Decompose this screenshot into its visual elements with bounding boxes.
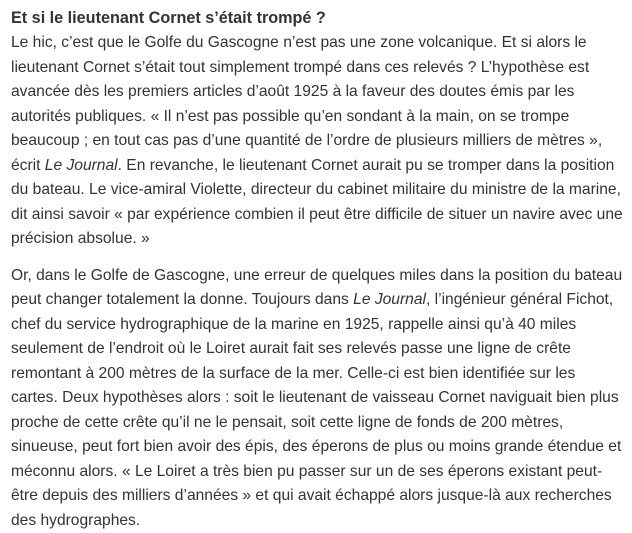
publication-title: Le Journal — [45, 157, 118, 174]
paragraph-1 — [11, 31, 623, 252]
paragraph-1-text-start: Le hic, c’est que le Golfe du Gascogne n’est pas une zone volcanique. Et si alors le lieutenant Cornet s’était tout simplement trompé dans ces relevés ? L’hypothèse est avancée dès les premiers articles d’août 1925 à la faveur des doutes émis par les autorités publiques. « Il n’est pas possible qu’en sondant à la main, on se trompe beaucoup ; en tout cas pas d’une quantité de l’ordre de plusieurs milliers de mètres », écrit — [11, 34, 602, 174]
article-heading: Et si le lieutenant Cornet s’était trompé ? — [11, 8, 623, 28]
paragraph-1-text-end: . En revanche, le lieutenant Cornet aurait pu se tromper dans la position du bateau. Le vice-amiral Violette, directeur du cabinet militaire du ministre de la marine, dit ainsi savoir « par expérience combien il peut être difficile de situer un navire avec une précision absolue. » — [11, 157, 623, 248]
paragraph-2-text-start: Or, dans le Golfe de Gascogne, une erreur de quelques miles dans la position du bateau peut changer totalement la donne. Toujours dans — [11, 267, 622, 309]
publication-title: Le Journal — [353, 291, 426, 308]
paragraph-2-text-end: , l’ingénieur général Fichot, chef du service hydrographique de la marine en 1925, rappelle ainsi qu’à 40 miles seulement de l’endroit où le Loiret aurait fait ses relevés passe une ligne de crête remontant à 200 mètres de la surface de la mer. Celle-ci est bien identifiée sur les cartes. Deux hypothèses alors : soit le lieutenant de vaisseau Cornet naviguait bien plus proche de cette crête qu’il ne le pensait, soit cette ligne de fonds de 200 mètres, sinueuse, peut fort bien avoir des épis, des éperons de plus ou moins grande étendue et méconnu alors. « Le Loiret a très bien pu passer sur un de ses éperons existant peut-être depuis des milliers d’années » et qui avait échappé alors jusque-là aux recherches des hydrographes. — [11, 291, 621, 529]
article-body — [11, 8, 623, 533]
paragraph-2 — [11, 264, 623, 533]
